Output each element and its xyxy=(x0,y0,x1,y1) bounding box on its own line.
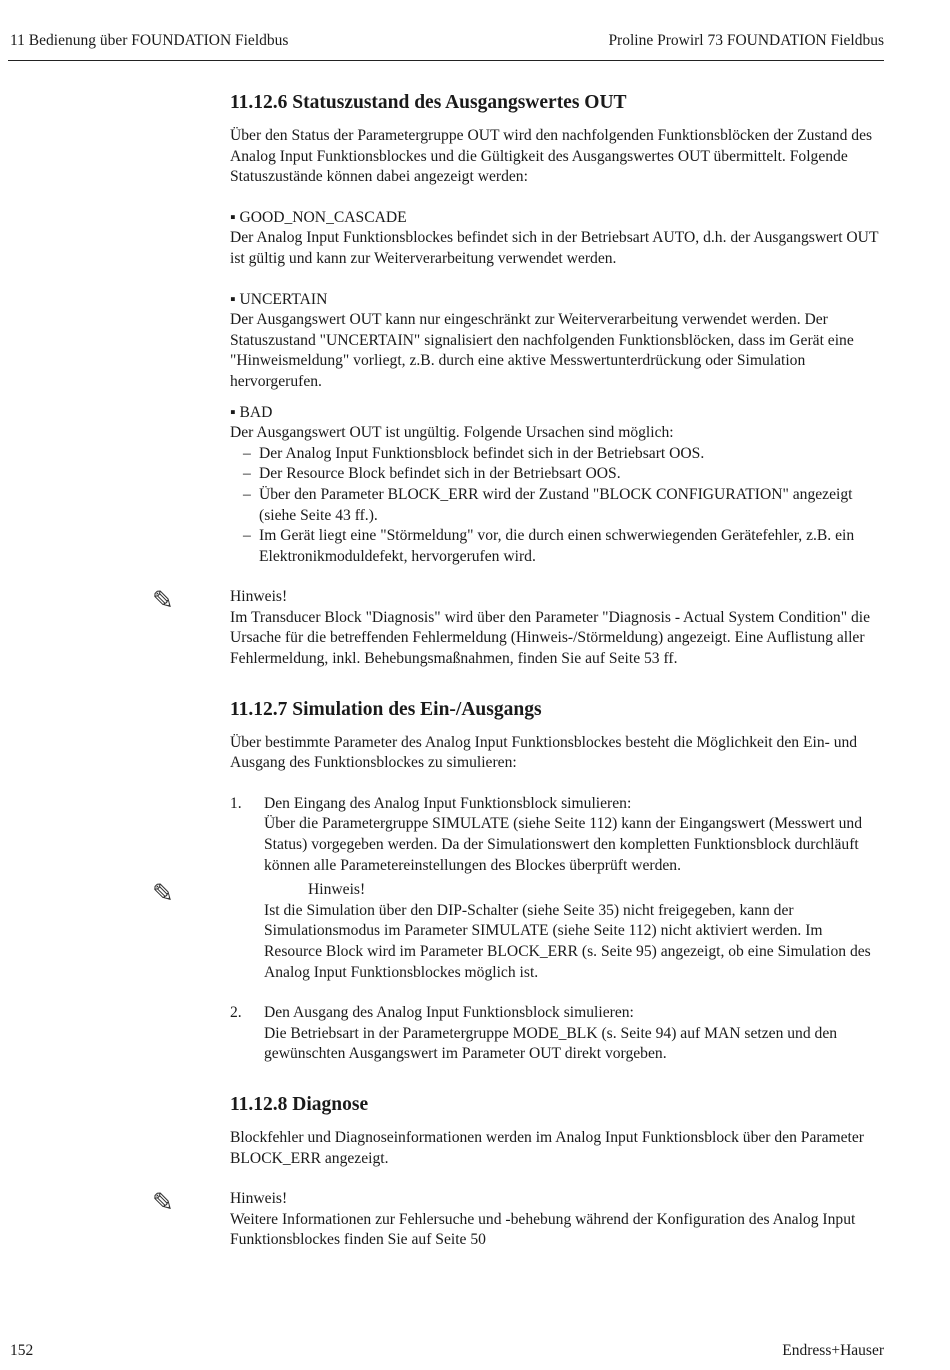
section-title-diagnose: 11.12.8 Diagnose xyxy=(230,1093,369,1115)
note-title: Hinweis! xyxy=(308,881,366,899)
section-intro: Blockfehler und Diagnoseinformationen werden im Analog Input Funktionsblock über den Parameter BLOCK_ERR angezeigt. xyxy=(230,1128,864,1167)
numbered-item-2 xyxy=(230,1003,884,1065)
numbered-item-1 xyxy=(152,794,884,983)
note-block-diagnosis xyxy=(152,586,884,669)
section-intro: Über bestimmte Parameter des Analog Input Funktionsblockes besteht die Möglichkeit den Ein- und Ausgang des Funktionsblockes zu simulieren: xyxy=(230,733,858,772)
item-number: 2. xyxy=(230,1004,242,1022)
note-title: Hinweis! xyxy=(230,588,288,606)
note-text: Weitere Informationen zur Fehlersuche und -behebung während der Konfiguration des Analog Input Funktionsblockes finden Sie auf Seite 50 xyxy=(230,1210,856,1249)
list-item: – Der Resource Block befindet sich in der Betriebsart OOS. xyxy=(230,464,884,485)
note-block-diagnose xyxy=(152,1188,884,1251)
pencil-note-icon: ✎ xyxy=(152,586,174,617)
section-intro: Über den Status der Parametergruppe OUT wird den nachfolgenden Funktionsblöcken der Zustand des Analog Input Funktionsblockes und die Gültigkeit des Ausgangswertes OUT übermittelt. Folgende Statuszustände können dabei angezeigt werden: xyxy=(230,127,873,186)
page-number: 152 xyxy=(10,1342,34,1359)
bad-causes-list xyxy=(230,444,884,568)
status-good-title: ▪ GOOD_NON_CASCADE xyxy=(230,208,884,229)
header-rule xyxy=(8,60,884,61)
note-block-simulation xyxy=(152,879,884,983)
section-title-statuszustand: 11.12.6 Statuszustand des Ausgangswertes OUT xyxy=(230,92,627,113)
status-good-text: Der Analog Input Funktionsblockes befindet sich in der Betriebsart AUTO, d.h. der Ausgangswert OUT ist gültig und kann zur Weiterverarbeitung verwendet werden. xyxy=(230,229,879,267)
status-bad-title: ▪ BAD xyxy=(230,403,884,424)
pencil-note-icon: ✎ xyxy=(152,879,174,910)
brand-name: Endress+Hauser xyxy=(782,1342,884,1359)
header-product: Proline Prowirl 73 FOUNDATION Fieldbus xyxy=(608,32,884,49)
note-text: Im Transducer Block "Diagnosis" wird über den Parameter "Diagnosis - Actual System Condition" die Ursache für die betreffenden Fehlermeldung (Hinweis-/Störmeldung) angezeigt. Eine Auflistung aller Fehlermeldung, inkl. Behebungsmaßnahmen, finden Sie auf Seite 53 ff. xyxy=(230,608,871,668)
list-item: – Der Analog Input Funktionsblock befindet sich in der Betriebsart OOS. xyxy=(230,444,884,465)
list-item: – Über den Parameter BLOCK_ERR wird der Zustand "BLOCK CONFIGURATION" angezeigt (siehe Seite 43 ff.). xyxy=(230,485,884,526)
page-content xyxy=(152,90,884,1251)
item-text: Über die Parametergruppe SIMULATE (siehe Seite 112) kann der Eingangswert (Messwert und Status) vorgegeben werden. Da der Simulationswert den kompletten Funktionsblock durchläuft können alle Parametereinstellungen des Blockes überprüft werden. xyxy=(264,815,863,874)
item-title: Den Ausgang des Analog Input Funktionsblock simulieren: xyxy=(264,1004,634,1022)
item-title: Den Eingang des Analog Input Funktionsblock simulieren: xyxy=(264,794,632,812)
pencil-note-icon: ✎ xyxy=(152,1188,174,1219)
status-uncertain-title: ▪ UNCERTAIN xyxy=(230,290,884,311)
list-item: – Im Gerät liegt eine "Störmeldung" vor, die durch einen schwerwiegenden Gerätefehler, z.B. ein Elektronikmoduldefekt, hervorgerufen wird. xyxy=(230,526,884,567)
note-title: Hinweis! xyxy=(230,1190,288,1208)
item-text: Die Betriebsart in der Parametergruppe MODE_BLK (s. Seite 94) auf MAN setzen und den gewünschten Ausgangswert im Parameter OUT direkt vorgeben. xyxy=(264,1024,838,1063)
item-number: 1. xyxy=(230,794,242,812)
status-bad-text: Der Ausgangswert OUT ist ungültig. Folgende Ursachen sind möglich: xyxy=(230,424,674,442)
header-chapter: 11 Bedienung über FOUNDATION Fieldbus xyxy=(10,32,289,49)
note-text: Ist die Simulation über den DIP-Schalter (siehe Seite 35) nicht freigegeben, kann der Simulationsmodus im Parameter SIMULATE (siehe Seite 112) nicht aktiviert werden. Im Resource Block wird im Parameter BLOCK_ERR (s. Seite 95) angezeigt, ob eine Simulation des Analog Input Funktionsblockes möglich ist. xyxy=(264,901,871,981)
status-uncertain-text: Der Ausgangswert OUT kann nur eingeschränkt zur Weiterverarbeitung verwendet werden. Der Statuszustand "UNCERTAIN" signalisiert den nachfolgenden Funktionsblöcken, dass im Gerät eine "Hinweismeldung" vorliegt, z.B. durch eine aktive Messwertunterdrückung oder Simulation hervorgerufen. xyxy=(230,311,854,390)
section-title-simulation: 11.12.7 Simulation des Ein-/Ausgangs xyxy=(230,698,542,720)
